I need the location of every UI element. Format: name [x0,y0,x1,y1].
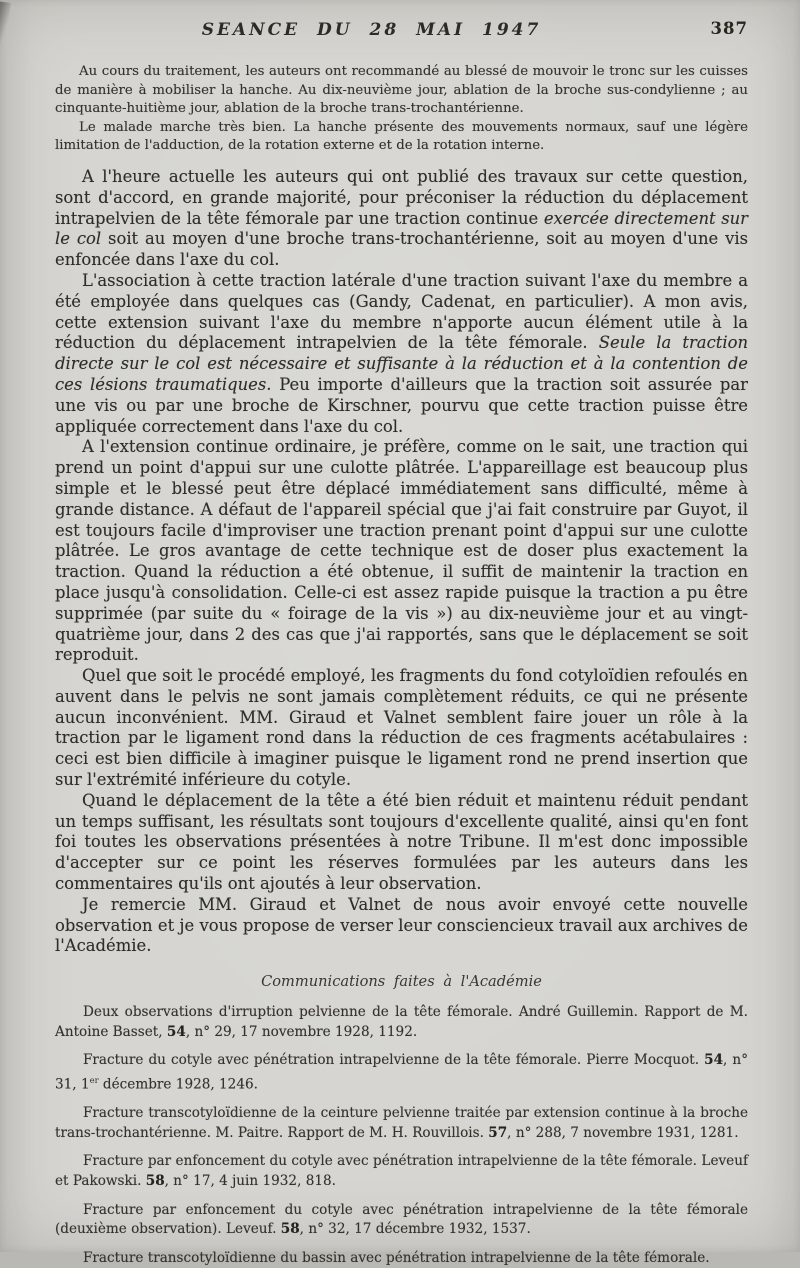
text-run: 58 [280,1221,300,1238]
text-run: , n° 288, 7 novembre 1931, 1281. [507,1124,739,1141]
session-title: SEANCE DU 28 MAI 1947 [201,20,542,40]
body-paragraph [55,895,748,957]
text-run: Je remercie MM. Giraud et Valnet de nous avoir envoyé cette nouvelle observation et je vous propose de verser leur consciencieux travail aux archives de l'Académie. [55,894,748,956]
page-header [55,18,748,48]
text-run: Quel que soit le procédé employé, les fragments du fond cotyloïdien refoulés en auvent dans le pelvis ne sont jamais complètement réduits, ce qui ne présente aucun inconvénient. MM. Giraud et Valnet semblent faire jouer un rôle à la traction par le ligament rond dans la réduction de ces fragments acétabulaires : ceci est bien difficile à imaginer puisque le ligament rond ne prend insertion que sur l'extrémité inférieure du cotyle. [55,666,748,790]
body-paragraph [55,791,748,895]
text-run: Fracture du cotyle avec pénétration intrapelvienne de la tête fémorale. Pierre Mocquot. [83,1052,705,1069]
text-run: Le malade marche très bien. La hanche présente des mouvements normaux, sauf une légère limitation de l'adduction, de la rotation externe et de la rotation interne. [55,119,748,154]
text-run: 54 [704,1052,724,1069]
text-run: exercée directement sur le col [55,208,748,249]
text-run: soit au moyen d'une broche trans-trochantérienne, soit au moyen d'une vis enfoncée dans l'axe du col. [55,229,749,270]
body-paragraph [55,271,748,437]
bibliography-entry [55,1104,748,1143]
text-run: Au cours du traitement, les auteurs ont recommandé au blessé de mouvoir le tronc sur les cuisses de manière à mobiliser la hanche. Au dix-neuvième jour, ablation de la broche sus-condylienne ; au cinquante-huitième jour, ablation de la broche trans-trochantérienne. [55,64,748,117]
text-run: 58 [145,1172,165,1189]
section-heading: Communications faites à l'Académie [261,973,542,991]
bibliography-entry [55,1051,748,1095]
bibliography-entry [55,1152,748,1191]
text-run: , n° 29, 17 novembre 1928, 1192. [185,1023,418,1040]
text-run: Quand le déplacement de la tête a été bien réduit et maintenu réduit pendant un temps suffisant, les résultats sont toujours d'excellente qualité, ainsi qu'en font foi toutes les observations présentées à notre Tribune. Il m'est donc impossible d'accepter sur ce point les réserves formulées par les auteurs dans les commentaires qu'ils ont ajoutés à leur observation. [55,790,748,894]
bibliography-entry [55,1249,748,1268]
body-paragraph [55,167,748,271]
text-run: Fracture transcotyloïdienne de la ceinture pelvienne traitée par extension continue à la broche trans-trochantérienne. M. Paitre. Rapport de M. H. Rouvillois. [55,1105,748,1141]
text-run: , n° 32, 17 décembre 1932, 1537. [299,1221,531,1238]
text-run: A l'extension continue ordinaire, je préfère, comme on le sait, une traction qui prend un point d'appui sur une culotte plâtrée. L'appareillage est beaucoup plus simple et le blessé peut être déplacé immédiatement sans difficulté, même à grande distance. A défaut de l'appareil spécial que j'ai fait construire par Guyot, il est toujours facile d'improviser une traction prenant point d'appui sur une culotte plâtrée. Le gros avantage de cette technique est de doser plus exactement la traction. Quand la réduction a été obtenue, il suffit de maintenir la traction en place jusqu'à consolidation. Celle-ci est assez rapide puisque la traction a pu être supprimée (par suite du « foirage de la vis ») au dix-neuvième jour et au vingt-quatrième jour, dans 2 des cas que j'ai rapportés, sans que le déplacement se soit reproduit. [55,437,748,665]
body-paragraph [55,666,748,791]
page-number: 387 [710,19,748,38]
scan-edge-artifact [0,1,11,48]
bibliography-entry [55,1201,748,1240]
text-run: Seule la traction directe sur le col est nécessaire et suffisante à la réduction et à la contention de ces lésions traumatiques. [55,333,749,394]
intro-paragraph [55,63,748,119]
text-run: Deux observations d'irruption pelvienne de la tête fémorale. André Guillemin. Rapport de M. Antoine Basset, [55,1004,748,1040]
text-run: Peu importe d'ailleurs que la traction soit assurée par une vis ou par une broche de Kirschner, pourvu que cette traction puisse être appliquée correctement dans l'axe du col. [55,374,749,436]
bibliography-list [55,1003,748,1268]
text-run: Fracture par enfoncement du cotyle avec pénétration intrapelvienne de la tête fémorale (deuxième observation). Leveuf. [55,1201,748,1238]
text-run: er [89,1075,99,1086]
text-run: , n° 17, 4 juin 1932, 818. [164,1172,336,1189]
text-run: Fracture transcotyloïdienne du bassin avec pénétration intrapelvienne de la tête fémorale. [83,1249,710,1266]
bibliography-entry [55,1003,748,1042]
text-run: L'association à cette traction latérale d'une traction suivant l'axe du membre a été employée dans quelques cas (Gandy, Cadenat, en particulier). A mon avis, cette extension suivant l'axe du membre n'apporte aucun élément utile à la réduction du déplacement intrapelvien de la tête fémorale. [55,270,748,353]
intro-paragraph [55,119,748,156]
text-run: 54 [166,1023,186,1040]
intro-summary-block [55,63,748,156]
body-paragraph [55,437,748,666]
text-run: A l'heure actuelle les auteurs qui ont publié des travaux sur cette question, sont d'accord, en grande majorité, pour préconiser la réduction du déplacement intrapelvien de la tête fémorale par une traction continue [55,166,748,228]
text-run: décembre 1928, 1246. [98,1076,258,1093]
text-run: , n° 31, 1 [55,1052,748,1093]
text-run: 57 [488,1124,508,1141]
text-run: Fracture par enfoncement du cotyle avec pénétration intrapelvienne de la tête fémorale. Leveuf et Pakowski. [55,1153,748,1189]
article-body [55,167,748,957]
